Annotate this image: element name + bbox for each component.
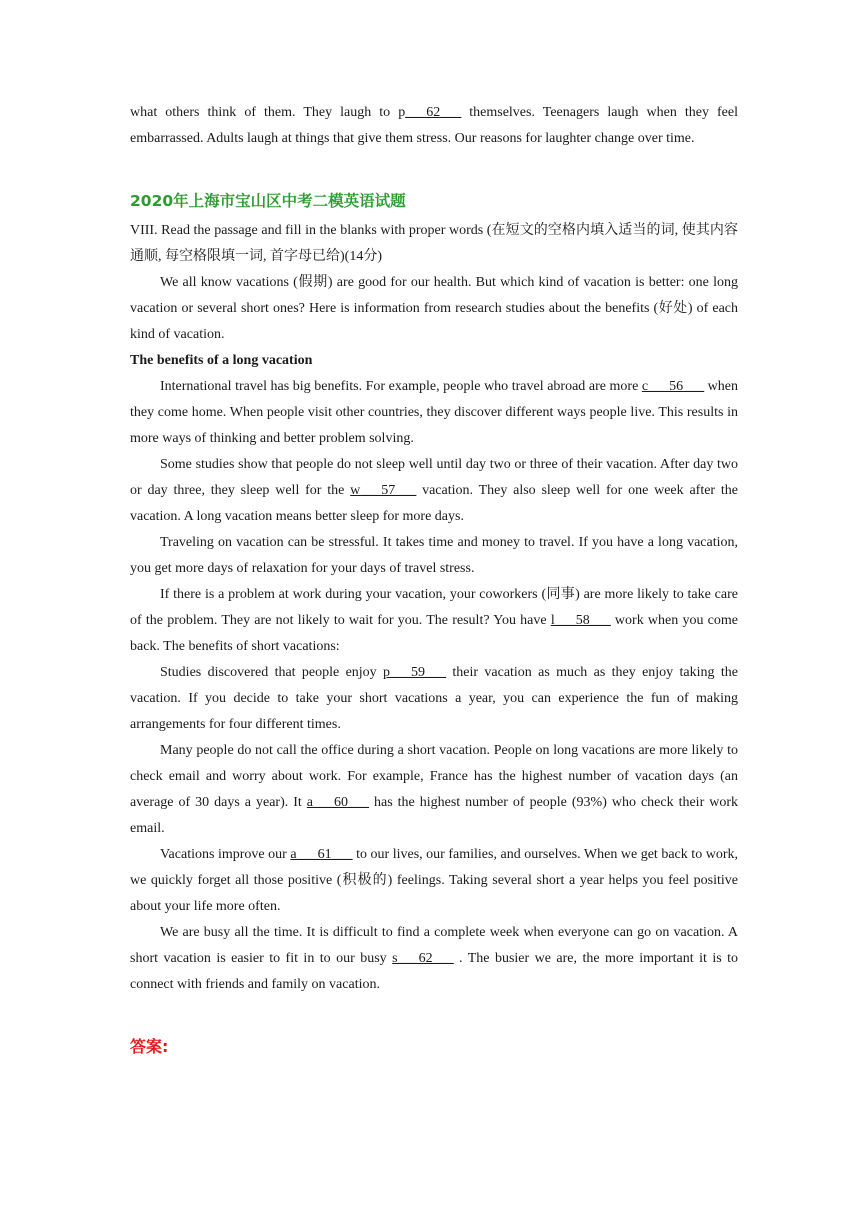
blank-57: w___57___ (350, 483, 417, 498)
exam-title: 2020年上海市宝山区中考二模英语试题 (130, 192, 406, 210)
blank-61: a___61___ (290, 847, 353, 862)
blank-59: p___59___ (383, 665, 447, 680)
paragraph-5: If there is a problem at work during your vacation, your coworkers (同事) are more likely to take care of the problem. They are not likely to wait for you. The result? You have l___58___ work when you come back. The benefits of short vacations: (130, 587, 739, 654)
paragraph-7: Many people do not call the office during a short vacation. People on long vacations are more likely to check email and worry about work. For example, France has the highest number of vacation days (an average of 30 days a year). It a___60___ has the highest number of people (93%) who check their work email. (130, 743, 738, 836)
paragraph-6: Studies discovered that people enjoy p___59___ their vacation as much as they enjoy taking the vacation. If you decide to take your short vacations a year, you can experience the fun of making arrangements for four different times. (130, 665, 738, 732)
paragraph-8: Vacations improve our a___61___ to our lives, our families, and ourselves. When we get back to work, we quickly forget all those positive (积极的) feelings. Taking several short a year helps you feel positive about your life more often. (130, 847, 738, 914)
answer-heading: 答案: (130, 1037, 169, 1056)
heading-long-vacation: The benefits of a long vacation (130, 353, 313, 368)
intro-paragraph: what others think of them. They laugh to p___62___ themselves. Teenagers laugh when they feel embarrassed. Adults laugh at things that give them stress. Our reasons for laughter change over time. (130, 105, 738, 146)
blank-56: c___56___ (641, 379, 705, 394)
paragraph-3: Some studies show that people do not sleep well until day two or three of their vacation. After day two or day three, they sleep well for the w___57___ vacation. They also sleep well for one week after the vacation. A long vacation means better sleep for more days. (130, 457, 738, 524)
blank-58: l___58___ (550, 613, 611, 628)
paragraph-2: International travel has big benefits. For example, people who travel abroad are more c___56___ when they come home. When people visit other countries, they discover different ways people live. This results in more ways of thinking and better problem solving. (130, 379, 738, 446)
instructions: VIII. Read the passage and fill in the blanks with proper words (在短文的空格内填入适当的词, 使其内容通顺, 每空格限填一词, 首字母已给)(14分) (130, 223, 738, 264)
paragraph-9: We are busy all the time. It is difficult to find a complete week when everyone can go on vacation. A short vacation is easier to fit in to our busy s___62___ . The busier we are, the more important it is to connect with friends and family on vacation. (130, 925, 739, 992)
blank-62: s___62___ (392, 951, 454, 966)
paragraph-4: Traveling on vacation can be stressful. It takes time and money to travel. If you have a long vacation, you get more days of relaxation for your days of travel stress. (130, 535, 738, 576)
document-content (130, 100, 738, 1057)
paragraph-1: We all know vacations (假期) are good for our health. But which kind of vacation is better: one long vacation or several short ones? Here is information from research studies about the benefits (好处) of each kind of vacation. (130, 275, 738, 342)
blank-60: a___60___ (306, 795, 369, 810)
blank-62-intro: ___62___ (405, 105, 462, 120)
